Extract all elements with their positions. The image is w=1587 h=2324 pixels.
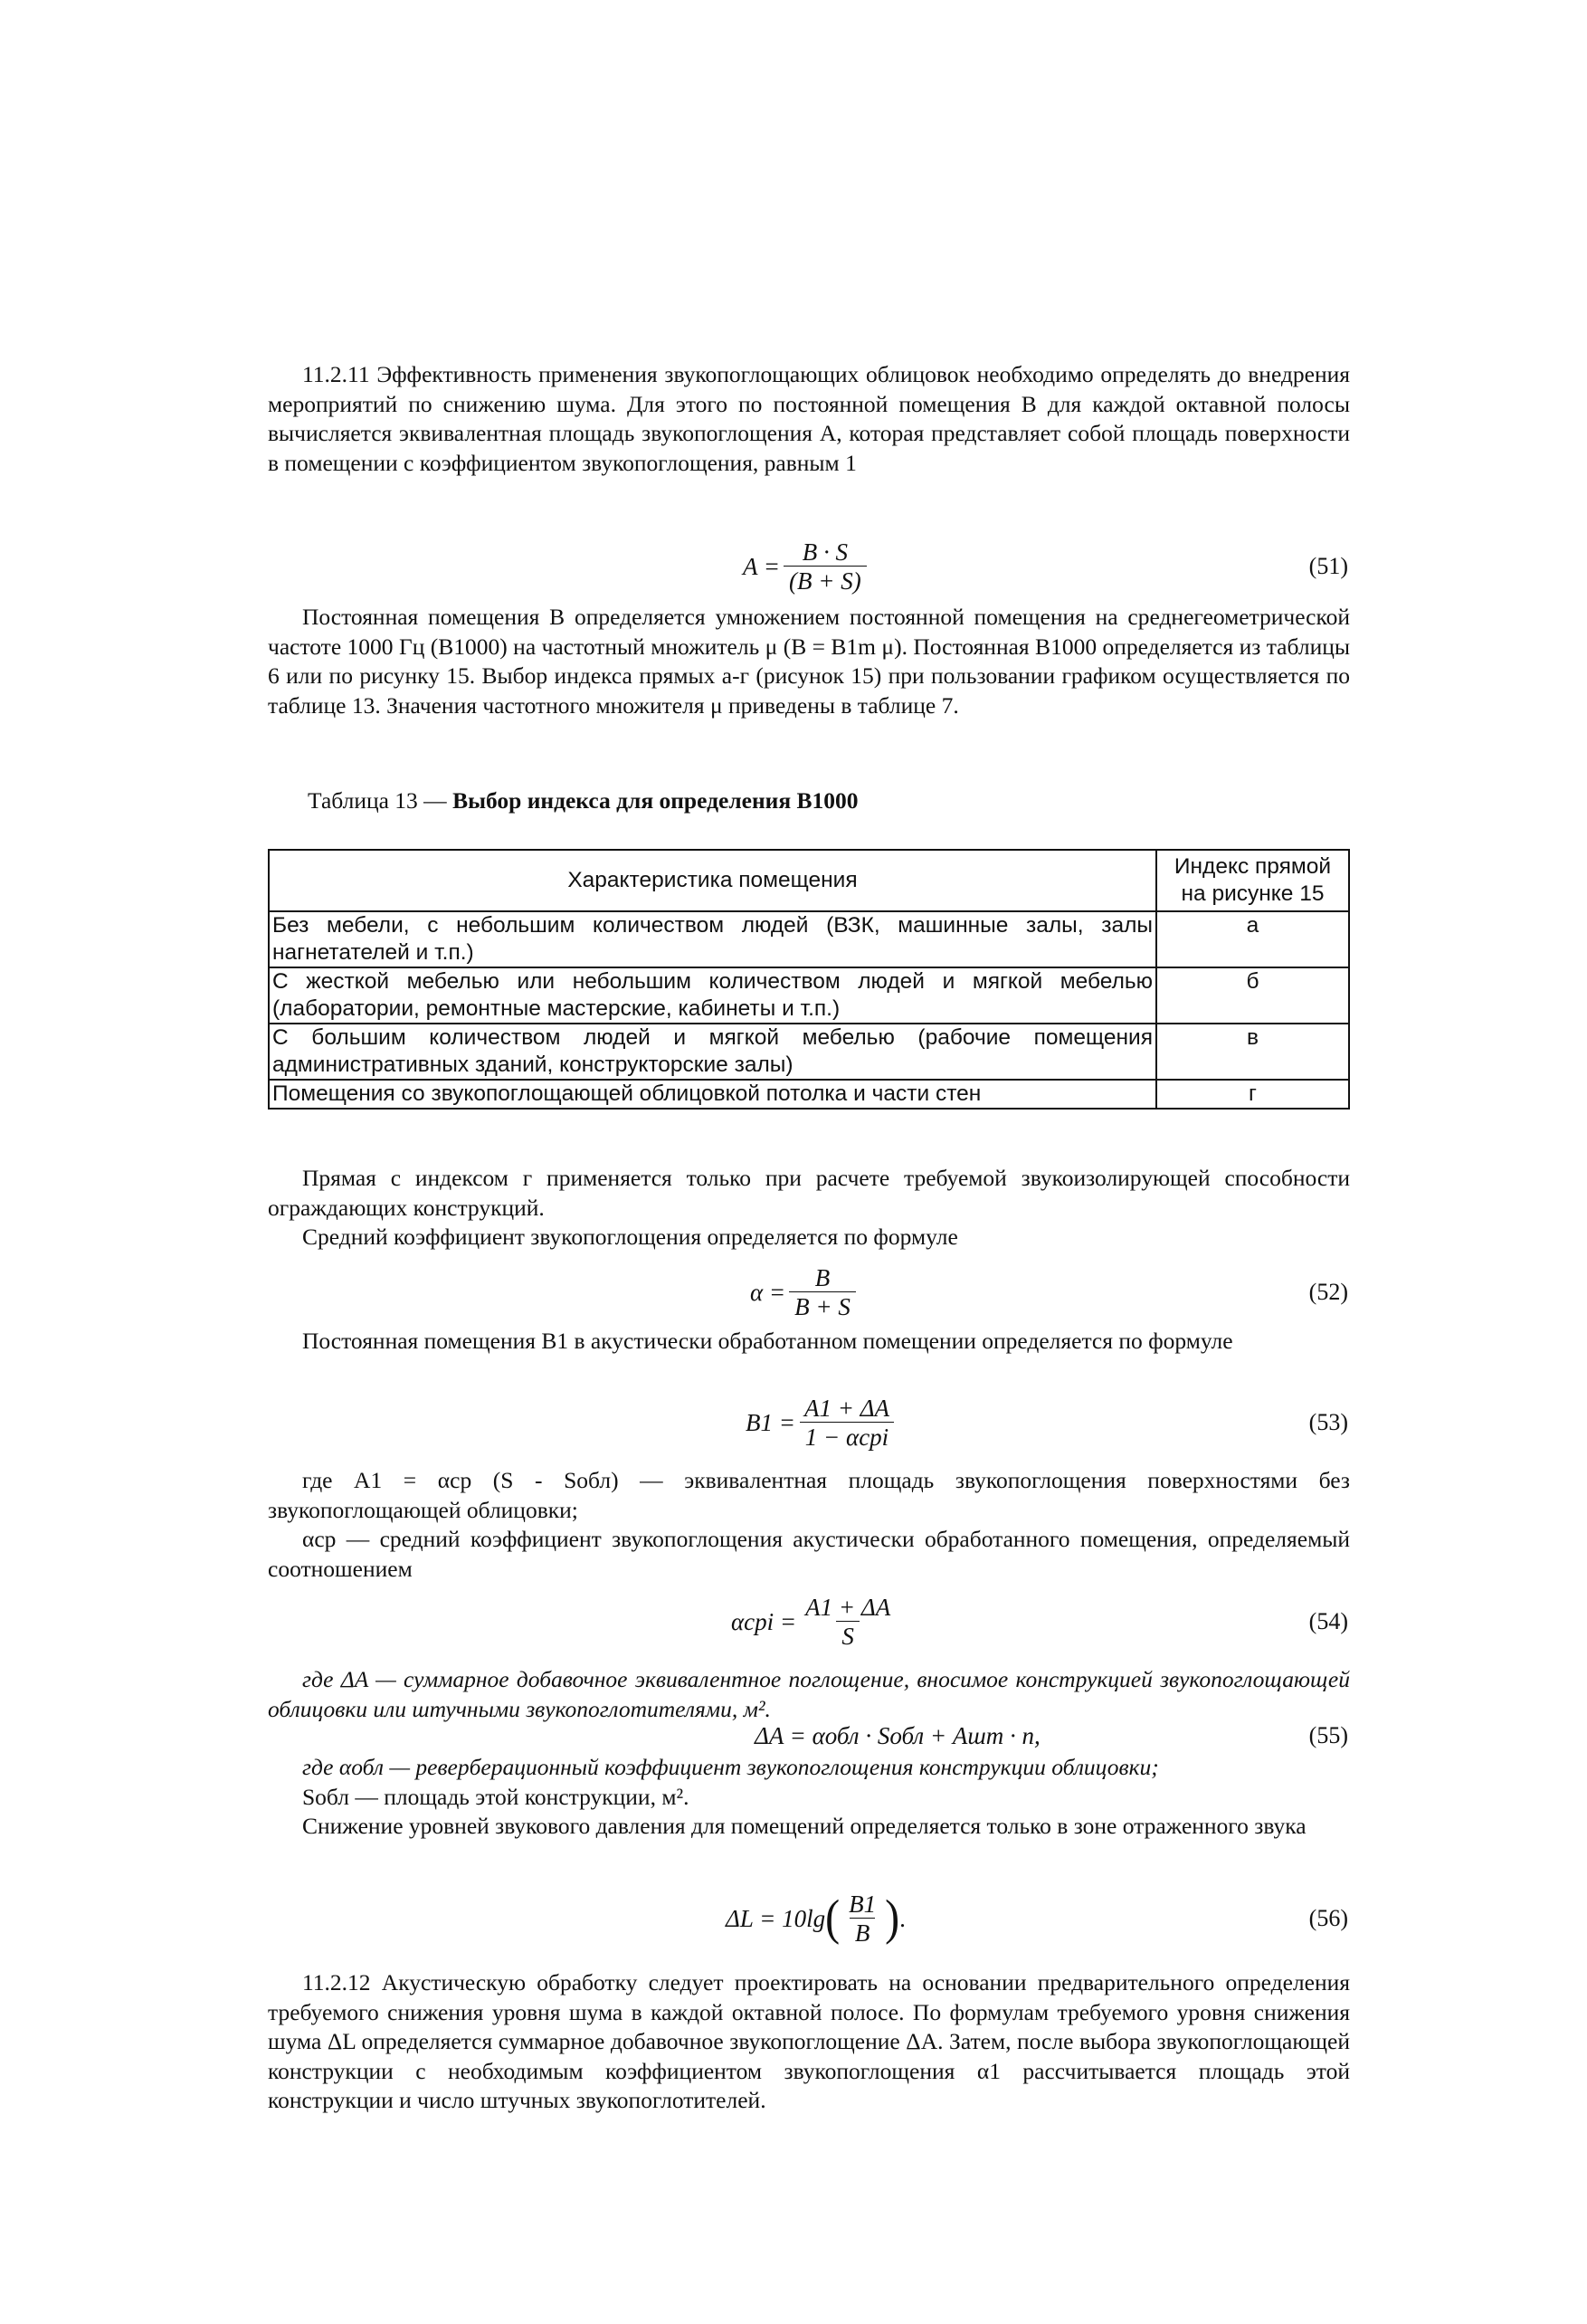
eq53-numerator: A1 + ΔA [803,1394,890,1422]
eq53-denominator: 1 − αсрi [800,1422,894,1452]
paragraph-line-g: Прямая с индексом г применяется только при расчете требуемой звукоизолирующей способности ограждающих конструкций. [268,1165,1350,1221]
row-description: С жесткой мебелью или небольшим количеством людей и мягкой мебелью (лаборатории, ремонтные мастерские, кабинеты и т.п.) [269,967,1156,1024]
definition-alpha-obl: где αобл — реверберационный коэффициент звукопоглощения конструкции облицовки; [302,1754,1159,1780]
eq56-number: (56) [1308,1905,1348,1931]
table-row [269,911,1349,967]
eq52-number: (52) [1308,1279,1348,1305]
eq51-denominator: (B + S) [784,566,867,595]
equation-56: ΔL = 10lg ( $\frac{B1}{B}$ ) . (56) [268,1882,1350,1955]
paragraph-level-reduction: Снижение уровней звукового давления для помещений определяется только в зоне отраженного звука [302,1813,1307,1839]
table-row [269,1080,1349,1109]
row-description: С большим количеством людей и мягкой мебелью (рабочие помещения административных зданий, конструкторские залы) [269,1024,1156,1080]
equation-54 [268,1586,1350,1658]
definition-s-obl: Sобл — площадь этой конструкции, м². [302,1784,689,1810]
eq54-number: (54) [1308,1608,1348,1634]
definition-delta-a: где ΔA — суммарное добавочное эквивалентное поглощение, вносимое конструкцией звукопоглощающей облицовки или штучными звукопоглотителями, м². [268,1666,1350,1722]
eq54-numerator: A1 + ΔA [805,1593,891,1621]
row-index: в [1156,1024,1349,1080]
eq53-lhs: B1 = [746,1408,795,1436]
table-row [269,967,1349,1024]
row-index: г [1156,1080,1349,1109]
eq56-denominator: B [850,1918,876,1948]
eq52-lhs: α = [750,1278,786,1306]
row-index: а [1156,911,1349,967]
table-13-caption: Таблица 13 — Выбор индекса для определения B1000 [308,787,859,814]
equation-55 [268,1713,1350,1758]
eq52-numerator: B [814,1263,831,1291]
header-characteristic: Характеристика помещения [269,850,1156,911]
equation-53 [268,1386,1350,1459]
eq54-denominator: S [836,1621,860,1651]
definition-alpha-cp: αср — средний коэффициент звукопоглощения акустически обработанного помещения, определяемый соотношением [268,1526,1350,1582]
eq56-lhs: ΔL = 10lg [726,1904,826,1932]
definition-a1: где A1 = αср (S - Sобл) — эквивалентная площадь звукопоглощения поверхностями без звукопоглощающей облицовки; [268,1467,1350,1523]
row-index: б [1156,967,1349,1024]
eq55-number: (55) [1308,1722,1348,1748]
eq56-numerator: B1 [849,1890,877,1918]
eq51-lhs: A = [743,552,780,580]
paragraph-room-constant: Постоянная помещения В определяется умножением постоянной помещения на среднегеометрической частоте 1000 Гц (B1000) на частотный множитель μ (B = B1m μ). Постоянная B1000 определяется из таблицы 6 или по рисунку 15. Выбор индекса прямых а-г (рисунок 15) при пользовании графиком осуществляется по таблице 13. Значения частотного множителя μ приведены в таблице 7. [268,604,1350,719]
eq51-numerator: B · S [802,538,848,566]
table-13 [268,849,1350,1110]
header-index: Индекс прямой на рисунке 15 [1156,850,1349,911]
document-page [268,0,1350,2324]
eq55-expression: ΔA = αобл · Sобл + Aшт · n, [755,1721,1041,1749]
table-13-title: Выбор индекса для определения B1000 [452,787,859,814]
paragraph-b1: Постоянная помещения B1 в акустически обработанном помещении определяется по формуле [302,1328,1233,1354]
paragraph-11-2-11: 11.2.11 Эффективность применения звукопоглощающих облицовок необходимо определять до внедрения мероприятий по снижению шума. Для этого по постоянной помещения B для каждой октавной полосы вычисляется эквивалентная площадь звукопоглощения A, которая представляет собой площадь поверхности в помещении с коэффициентом звукопоглощения, равным 1 [268,361,1350,476]
eq53-number: (53) [1308,1409,1348,1435]
equation-51 [268,530,1350,603]
row-description: Без мебели, с небольшим количеством людей (ВЗК, машинные залы, залы нагнетателей и т.п.) [269,911,1156,967]
eq51-number: (51) [1308,553,1348,579]
eq54-lhs: αсрi = [731,1607,797,1635]
paragraph-11-2-12: 11.2.12 Акустическую обработку следует проектировать на основании предварительного определения требуемого снижения уровня шума в каждой октавной полосе. По формулам требуемого уровня снижения шума ΔL определяется суммарное добавочное звукопоглощение ΔA. Затем, после выбора звукопоглощающей конструкции с необходимым коэффициентом звукопоглощения α1 рассчитывается площадь этой конструкции и число штучных звукопоглотителей. [268,1969,1350,2113]
row-description: Помещения со звукопоглощающей облицовкой потолка и части стен [269,1080,1156,1109]
table-header-row [269,850,1349,911]
paragraph-mean-coefficient: Средний коэффициент звукопоглощения определяется по формуле [302,1224,958,1250]
eq52-denominator: B + S [789,1291,856,1321]
table-row [269,1024,1349,1080]
equation-52 [268,1256,1350,1329]
